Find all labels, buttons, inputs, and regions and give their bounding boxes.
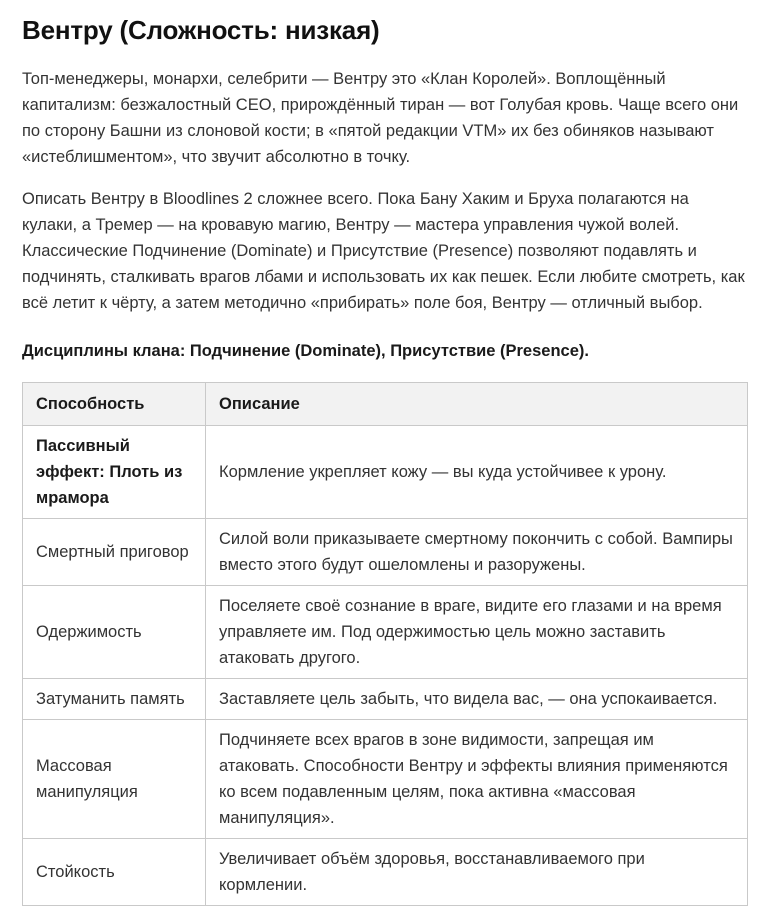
table-row <box>23 720 748 839</box>
clan-disciplines-line: Дисциплины клана: Подчинение (Dominate), Присутствие (Presence). <box>22 342 589 360</box>
table-row <box>23 586 748 679</box>
ability-description: Подчиняете всех врагов в зоне видимости, запрещая им атаковать. Способности Вентру и эффекты влияния применяются ко всем подавленным целям, пока активна «массовая манипуляция». <box>206 720 748 839</box>
table-row <box>23 679 748 720</box>
ability-name: Массовая манипуляция <box>23 720 206 839</box>
gameplay-paragraph: Описать Вентру в Bloodlines 2 сложнее всего. Пока Бану Хаким и Бруха полагаются на кулаки, а Тремер — на кровавую магию, Вентру — мастера управления чужой волей. Классические Подчинение (Dominate) и Присутствие (Presence) позволяют подавлять и подчинять, сталкивать врагов лбами и использовать их как пешек. Если любите смотреть, как всё летит к чёрту, а затем методично «прибирать» поле боя, Вентру — отличный выбор. <box>22 190 745 312</box>
ability-description: Увеличивает объём здоровья, восстанавливаемого при кормлении. <box>206 839 748 906</box>
table-row <box>23 519 748 586</box>
ability-description: Силой воли приказываете смертному покончить с собой. Вампиры вместо этого будут ошеломлены и разоружены. <box>206 519 748 586</box>
ability-name: Одержимость <box>23 586 206 679</box>
column-header-ability: Способность <box>23 383 206 426</box>
ability-description: Кормление укрепляет кожу — вы куда устойчивее к урону. <box>206 426 748 519</box>
abilities-table <box>22 382 748 906</box>
intro-paragraph: Топ-менеджеры, монархи, селебрити — Вентру это «Клан Королей». Воплощённый капитализм: безжалостный CEO, прирождённый тиран — вот Голубая кровь. Чаще всего они по сторону Башни из слоновой кости; в «пятой редакции VTM» их без обиняков называют «истеблишментом», что звучит абсолютно в точку. <box>22 70 739 166</box>
ability-name: Затуманить память <box>23 679 206 720</box>
page-title: Вентру (Сложность: низкая) <box>22 15 380 45</box>
ability-name: Пассивный эффект: Плоть из мрамора <box>23 426 206 519</box>
column-header-description: Описание <box>206 383 748 426</box>
ability-name: Смертный приговор <box>23 519 206 586</box>
ability-description: Поселяете своё сознание в враге, видите его глазами и на время управляете им. Под одержимостью цель можно заставить атаковать другого. <box>206 586 748 679</box>
ability-description: Заставляете цель забыть, что видела вас, — она успокаивается. <box>206 679 748 720</box>
table-row <box>23 839 748 906</box>
table-row <box>23 426 748 519</box>
table-header-row <box>23 383 748 426</box>
ability-name: Стойкость <box>23 839 206 906</box>
